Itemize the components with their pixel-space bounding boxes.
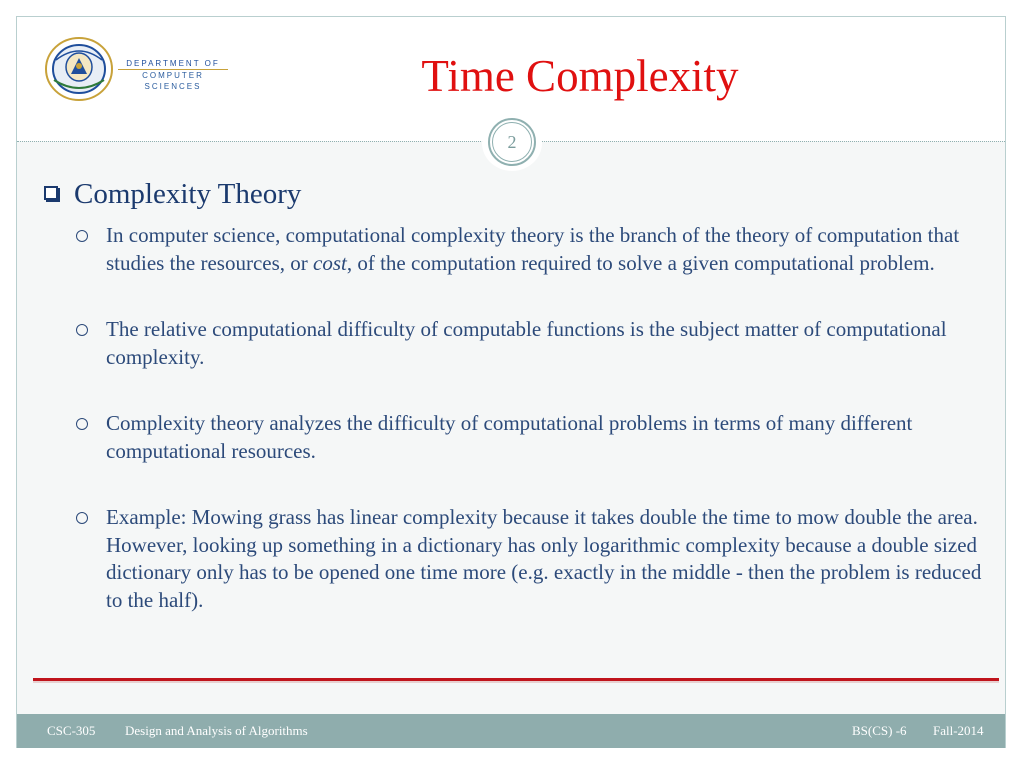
bullet-text-after: , of the computation required to solve a given computational problem. (346, 250, 935, 275)
footer-course-code: CSC-305 (47, 723, 96, 738)
department-name (118, 58, 228, 92)
bullet-item (76, 222, 986, 277)
department-logo (40, 30, 220, 102)
bullet-item (76, 504, 986, 614)
page-number: 2 (492, 122, 532, 162)
bullet-text: The relative computational difficulty of computable functions is the subject matter of computational complexity. (106, 317, 947, 369)
footer-course-name: Design and Analysis of Algorithms (125, 723, 308, 738)
slide-footer (17, 714, 1005, 748)
department-name-line3: SCIENCES (144, 82, 202, 91)
circle-bullet-icon (76, 512, 88, 524)
footer-divider-shadow (33, 681, 999, 683)
circle-bullet-icon (76, 418, 88, 430)
slide-title: Time Complexity (421, 51, 739, 101)
bullet-text: Example: Mowing grass has linear complexity because it takes double the time to mow double the area. However, looking up something in a dictionary has only logarithmic complexity because a double sized dictionary only has to be opened one time more (e.g. exactly in the middle - then the problem is reduced to the half). (106, 505, 982, 612)
department-name-line1: DEPARTMENT OF (118, 58, 228, 70)
bullet-item (76, 316, 986, 371)
circle-bullet-icon (76, 324, 88, 336)
bullet-item (76, 410, 986, 465)
bullet-emphasis: cost (313, 250, 347, 275)
square-bullet-icon (44, 186, 58, 200)
footer-class: BS(CS) -6 (852, 723, 907, 738)
bullet-text: Complexity theory analyzes the difficulty of computational problems in terms of many different computational resources. (106, 411, 913, 463)
department-name-line2: COMPUTER (142, 71, 204, 80)
bullet-text-before: In computer science, computational complexity theory is the branch of the theory of computation that studies the resources, or (106, 223, 960, 275)
footer-term: Fall-2014 (933, 723, 984, 738)
section-heading: Complexity Theory (74, 178, 302, 210)
slide-content (44, 176, 984, 614)
university-seal-icon (44, 36, 114, 102)
circle-bullet-icon (76, 230, 88, 242)
section-heading-row (44, 176, 984, 214)
